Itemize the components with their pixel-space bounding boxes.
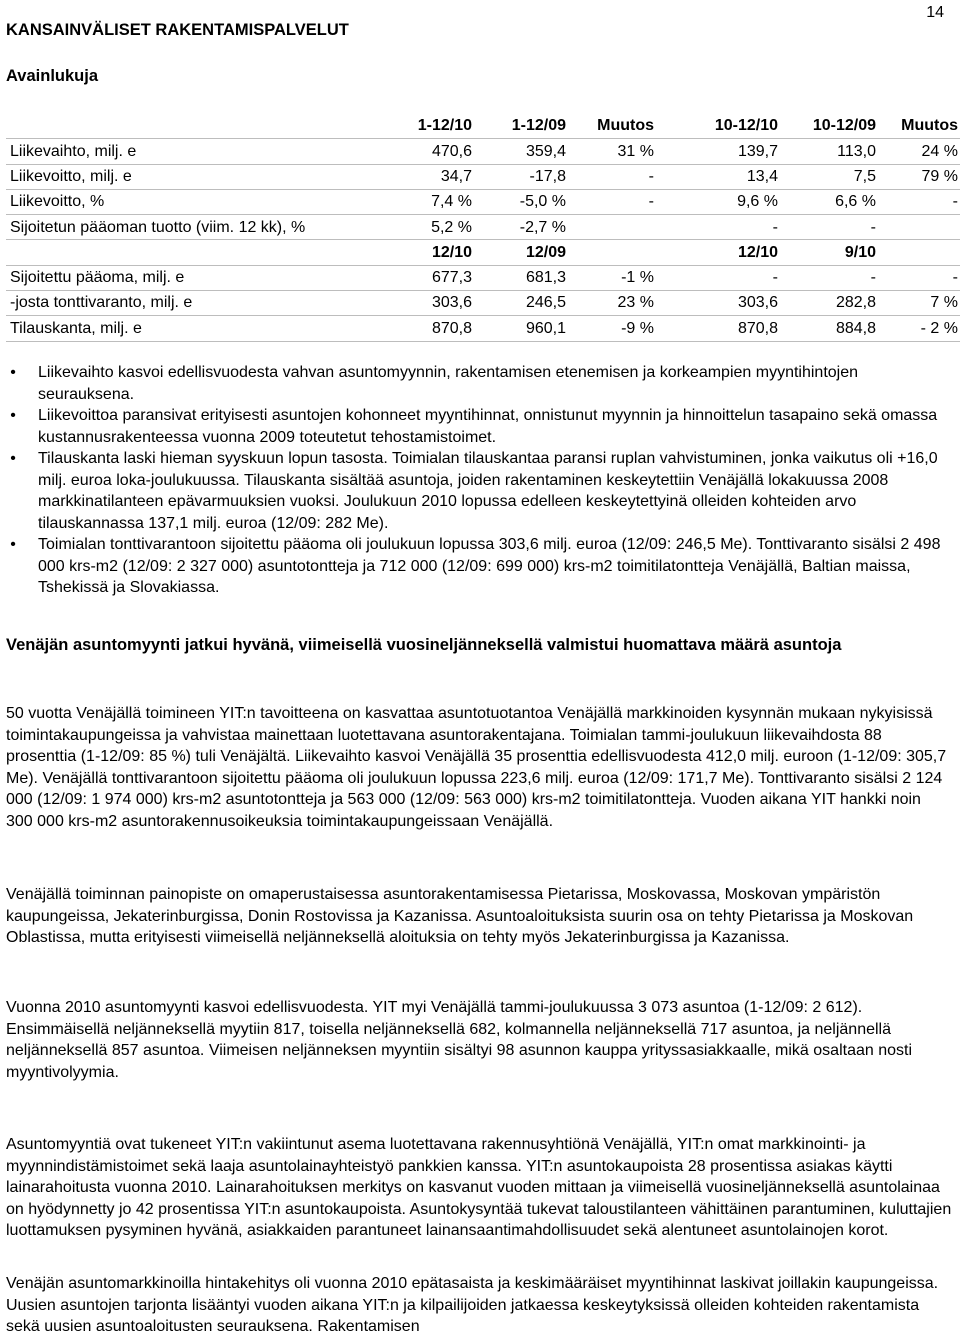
bullet-icon: • <box>10 407 16 424</box>
table-cell: 282,8 <box>782 291 880 316</box>
row-label: -josta tonttivaranto, milj. e <box>6 291 386 316</box>
table-cell: 10-12/09 <box>782 114 880 139</box>
table-cell: 9/10 <box>782 240 880 265</box>
list-item-text: Tilauskanta laski hieman syyskuun lopun tasosta. Toimialan tilauskantaa paransi ruplan vahvistuminen, jonka vaikutus oli +16,0 milj. euroa loka-joulukuussa. Tilauskanta sisältää asuntoja, joiden rakentaminen keskeytettiin Venäjällä lokakuussa 2008 markkinatilanteen epävarmuuksien vuoksi. Joulukuun 2010 lopussa edelleen keskeytettyinä olleiden kohteiden arvo tilauskannassa 137,1 milj. euroa (12/09: 282 Me). <box>38 450 938 532</box>
table-cell: - <box>782 265 880 290</box>
table-cell <box>880 215 960 240</box>
row-label: Liikevaihto, milj. e <box>6 139 386 164</box>
section-title: Avainlukuja <box>6 67 98 85</box>
table-cell: 31 % <box>570 139 658 164</box>
table-cell: 870,8 <box>658 316 782 341</box>
bullet-icon: • <box>10 450 16 467</box>
table-cell <box>880 240 960 265</box>
table-cell: 1-12/09 <box>476 114 570 139</box>
table-cell: 677,3 <box>386 265 476 290</box>
table-cell: Muutos <box>570 114 658 139</box>
table-cell: 12/09 <box>476 240 570 265</box>
table-cell: - <box>782 215 880 240</box>
paragraph-1: 50 vuotta Venäjällä toimineen YIT:n tavoitteena on kasvattaa asuntotuotantoa Venäjällä markkinoiden kysynnän mukaan nykyisissä toimintakaupungeissa ja vahvistaa mainettaan luotettavana asuntorakentajana. Toimialan tammi-joulukuun liikevaihdosta 88 prosenttia (1-12/09: 85 %) tuli Venäjältä. Liikevaihto kasvoi Venäjällä 35 prosenttia edellisvuodesta 412,0 milj. euroon (1-12/09: 305,7 Me). Venäjällä tonttivarantoon sijoitettu pääoma oli joulukuun lopussa 223,6 milj. euroa (12/09: 171,7 Me). Tonttivaranto sisälsi 2 124 000 (12/09: 1 974 000) krs-m2 asuntotontteja ja 563 000 (12/09: 563 000) krs-m2 toimitilatontteja. Vuoden aikana YIT hankki noin 300 000 krs-m2 asuntorakennusoikeuksia toimintakaupungeissaan Venäjällä. <box>6 705 947 830</box>
table-cell: - <box>880 189 960 214</box>
table-cell: 139,7 <box>658 139 782 164</box>
table-cell <box>570 240 658 265</box>
table-cell: 34,7 <box>386 164 476 189</box>
table-cell: 79 % <box>880 164 960 189</box>
table-row <box>6 215 960 240</box>
list-item <box>6 448 946 534</box>
table-cell: 9,6 % <box>658 189 782 214</box>
table-cell: 681,3 <box>476 265 570 290</box>
paragraph-4: Asuntomyyntiä ovat tukeneet YIT:n vakiintunut asema luotettavana rakennusyhtiönä Venäjällä, YIT:n omat markkinointi- ja myynnindistämistoimet sekä laaja asuntolainayhteistyö pankkien kanssa. YIT:n asuntokaupoista 28 prosentissa asiakas käytti lainarahoitusta vuonna 2010. Lainarahoituksen merkitys on kasvanut vuoden mittaan ja viimeisellä vuosineljänneksellä asuntolainaa on hyödynnetty jo 42 prosentissa YIT:n asuntokaupoista. Asuntokysyntää tukevat taloustilanteen vähittäinen parantuminen, kuluttajien luottamuksen pysyminen hyvänä, asiakkaiden parantuneet lainansaantimahdollisuudet sekä alentuneet asuntolainojen korot. <box>6 1136 952 1239</box>
table-cell: 12/10 <box>658 240 782 265</box>
table-cell: 470,6 <box>386 139 476 164</box>
bullet-icon: • <box>10 536 16 553</box>
table-cell: 1-12/10 <box>386 114 476 139</box>
table-cell: 5,2 % <box>386 215 476 240</box>
table-cell: 13,4 <box>658 164 782 189</box>
table-cell: 24 % <box>880 139 960 164</box>
row-label: Sijoitetun pääoman tuotto (viim. 12 kk), % <box>6 215 386 240</box>
table-row <box>6 189 960 214</box>
table-cell: 303,6 <box>386 291 476 316</box>
table-cell <box>570 215 658 240</box>
table-cell: - <box>570 164 658 189</box>
list-item <box>6 405 946 448</box>
table-row <box>6 291 960 316</box>
table-cell: -5,0 % <box>476 189 570 214</box>
table-cell: 7,4 % <box>386 189 476 214</box>
table-cell: -17,8 <box>476 164 570 189</box>
table-cell: 7 % <box>880 291 960 316</box>
table-cell: - <box>658 265 782 290</box>
table-row <box>6 265 960 290</box>
row-label <box>6 114 386 139</box>
list-item <box>6 362 946 405</box>
list-item-text: Liikevoittoa paransivat erityisesti asuntojen kohonneet myyntihinnat, onnistunut myynnin ja hinnoittelun tasapaino sekä omassa kustannusrakenteessa vuonna 2009 toteutetut tehostamistoimet. <box>38 407 938 446</box>
bullet-icon: • <box>10 364 16 381</box>
table-cell: 246,5 <box>476 291 570 316</box>
table-cell: 884,8 <box>782 316 880 341</box>
page-number: 14 <box>926 4 944 21</box>
table-cell: 113,0 <box>782 139 880 164</box>
table-cell: - <box>570 189 658 214</box>
header-title: KANSAINVÄLISET RAKENTAMISPALVELUT <box>6 21 349 39</box>
table-cell: -1 % <box>570 265 658 290</box>
table-cell: 6,6 % <box>782 189 880 214</box>
table-cell: 303,6 <box>658 291 782 316</box>
highlights-list <box>6 362 946 599</box>
table-cell: 7,5 <box>782 164 880 189</box>
list-item-text: Toimialan tonttivarantoon sijoitettu pääoma oli joulukuun lopussa 303,6 milj. euroa (12/09: 246,5 Me). Tonttivaranto sisälsi 2 498 000 krs-m2 (12/09: 2 327 000) asuntotontteja ja 712 000 (12/09: 699 000) krs-m2 toimitilatontteja Venäjällä, Baltian maissa, Tshekissä ja Slovakiassa. <box>38 536 941 596</box>
table-header-row <box>6 114 960 139</box>
key-figures-table <box>6 114 960 342</box>
row-label: Liikevoitto, % <box>6 189 386 214</box>
table-cell: 10-12/10 <box>658 114 782 139</box>
list-item <box>6 534 946 599</box>
row-label: Sijoitettu pääoma, milj. e <box>6 265 386 290</box>
subsection-heading: Venäjän asuntomyynti jatkui hyvänä, viimeisellä vuosineljänneksellä valmistui huomattava määrä asuntoja <box>6 636 842 654</box>
table-cell: 359,4 <box>476 139 570 164</box>
paragraph-5: Venäjän asuntomarkkinoilla hintakehitys oli vuonna 2010 epätasaista ja keskimääräiset myyntihinnat laskivat joillakin kaupungeissa. Uusien asuntojen tarjonta lisääntyi vuoden aikana YIT:n ja kilpailijoiden jatkaessa keskeytyksissä olleiden kohteiden rakentamista sekä uusien asuntoaloitusten seurauksena. Rakentamisen <box>6 1275 939 1335</box>
table-header-row <box>6 240 960 265</box>
table-row <box>6 139 960 164</box>
paragraph-3: Vuonna 2010 asuntomyynti kasvoi edellisvuodesta. YIT myi Venäjällä tammi-joulukuussa 3 073 asuntoa (1-12/09: 2 612). Ensimmäisellä neljänneksellä myytiin 817, toisella neljänneksellä 682, kolmannella neljänneksellä 717 asuntoa, ja neljännellä neljänneksellä 857 asuntoa. Viimeisen neljänneksen myyntiin sisältyi 98 asunnon kauppa yrityssasiakkaalle, mikä osaltaan nosti myyntivolyymia. <box>6 999 913 1081</box>
table-cell: - <box>658 215 782 240</box>
table-cell: Muutos <box>880 114 960 139</box>
table-cell: 870,8 <box>386 316 476 341</box>
table-cell: -9 % <box>570 316 658 341</box>
row-label: Liikevoitto, milj. e <box>6 164 386 189</box>
row-label: Tilauskanta, milj. e <box>6 316 386 341</box>
row-label <box>6 240 386 265</box>
table-cell: - 2 % <box>880 316 960 341</box>
table-cell: 12/10 <box>386 240 476 265</box>
table-cell: 23 % <box>570 291 658 316</box>
list-item-text: Liikevaihto kasvoi edellisvuodesta vahvan asuntomyynnin, rakentamisen etenemisen ja korkeampien myyntihintojen seurauksena. <box>38 364 859 403</box>
table-row <box>6 316 960 341</box>
table-row <box>6 164 960 189</box>
table-cell: - <box>880 265 960 290</box>
table-cell: -2,7 % <box>476 215 570 240</box>
paragraph-2: Venäjällä toiminnan painopiste on omaperustaisessa asuntorakentamisessa Pietarissa, Moskovassa, Moskovan ympäristön kaupungeissa, Jekaterinburgissa, Donin Rostovissa ja Kazanissa. Asuntoaloituksista suurin osa on tehty Pietarissa ja Moskovan Oblastissa, mutta erityisesti viimeisellä neljänneksellä aloituksia on tehty myös Jekaterinburgissa ja Kazanissa. <box>6 886 914 946</box>
table-cell: 960,1 <box>476 316 570 341</box>
